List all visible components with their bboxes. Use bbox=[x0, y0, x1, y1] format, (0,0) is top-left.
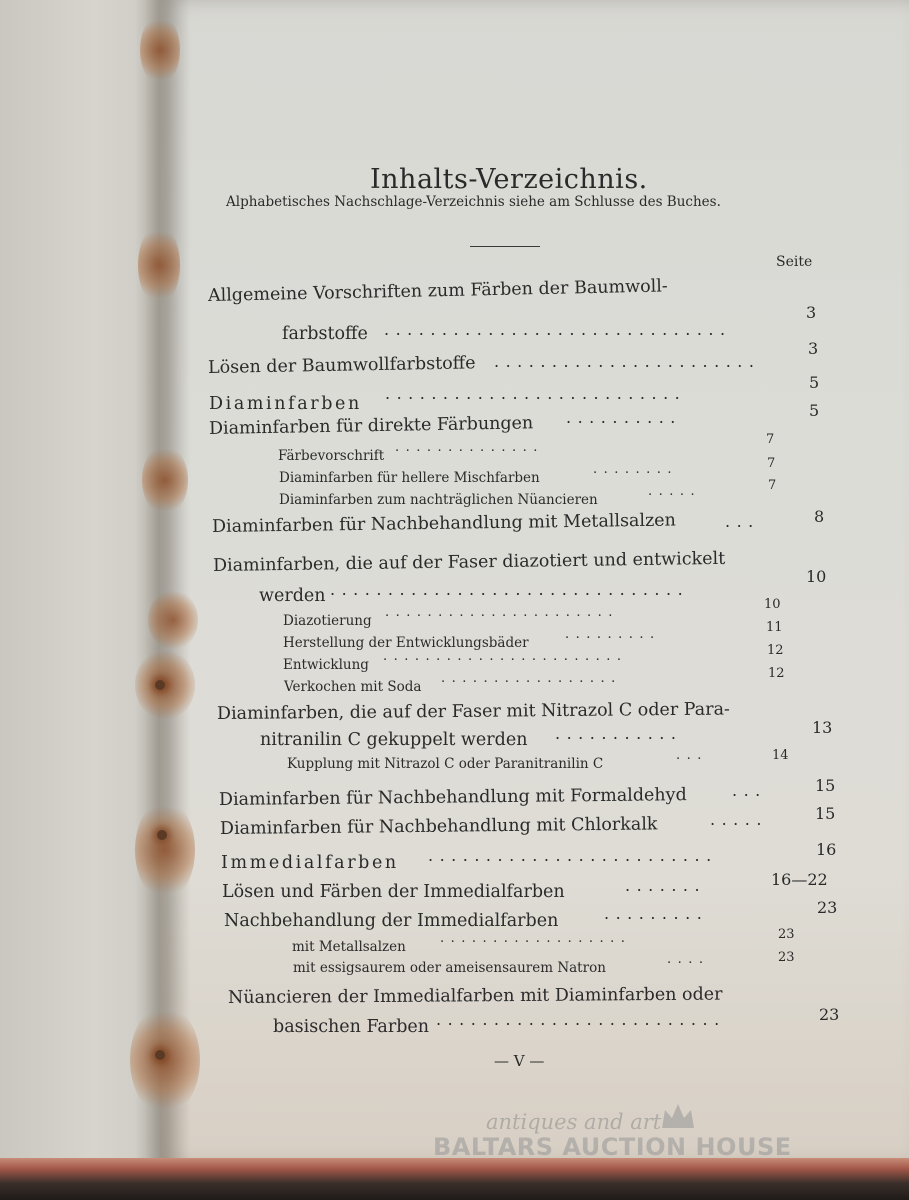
toc-subentry: Diaminfarben zum nachträglichen Nüancieren bbox=[279, 492, 598, 508]
page-number: 5 bbox=[809, 401, 820, 420]
leader-dots: ... bbox=[676, 748, 708, 763]
rust-stain bbox=[142, 445, 188, 515]
toc-entry: Lösen der Baumwollfarbstoffe bbox=[207, 353, 476, 378]
toc-subentry: Kupplung mit Nitrazol C oder Paranitranilin C bbox=[287, 756, 604, 772]
page-subtitle: Alphabetisches Nachschlage-Verzeichnis siehe am Schlusse des Buches. bbox=[226, 194, 721, 210]
watermark-brand: BALTARS AUCTION HOUSE bbox=[433, 1133, 792, 1161]
page-number: 3 bbox=[806, 303, 817, 322]
toc-entry-continuation: farbstoffe bbox=[282, 324, 368, 344]
page-number: 12 bbox=[768, 666, 785, 681]
stitch-hole bbox=[157, 830, 167, 840]
page-number: 7 bbox=[767, 456, 776, 471]
leader-dots: ........... bbox=[555, 724, 683, 743]
rust-stain bbox=[138, 225, 180, 305]
page-number: 23 bbox=[778, 927, 795, 942]
stitch-hole bbox=[155, 1050, 165, 1060]
leader-dots: ... bbox=[725, 512, 760, 531]
leader-dots: ...................... bbox=[385, 605, 619, 620]
page-number: 7 bbox=[766, 432, 775, 447]
page-number: 11 bbox=[766, 620, 783, 635]
toc-entry: Diaminfarben für Nachbehandlung mit Metallsalzen bbox=[211, 510, 677, 537]
leader-dots: .............................. bbox=[384, 320, 732, 339]
leader-dots: .............. bbox=[395, 440, 544, 455]
watermark-tagline: antiques and art bbox=[486, 1110, 662, 1134]
page-number: 10 bbox=[764, 597, 781, 612]
leader-dots: .......... bbox=[566, 408, 682, 427]
page-number: 23 bbox=[778, 950, 795, 965]
toc-entry: Diaminfarben, die auf der Faser diazotiert und entwickelt bbox=[212, 548, 726, 576]
toc-entry-continuation: basischen Farben bbox=[273, 1017, 430, 1037]
toc-subentry: Färbevorschrift bbox=[278, 448, 385, 464]
toc-subentry: Verkochen mit Soda bbox=[284, 679, 422, 695]
page-number: 16—22 bbox=[771, 870, 828, 889]
leader-dots: ......................... bbox=[436, 1010, 726, 1029]
page-number: 23 bbox=[819, 1005, 840, 1024]
leader-dots: ....................... bbox=[494, 352, 761, 371]
toc-entry: Nüancieren der Immedialfarben mit Diaminfarben oder bbox=[227, 984, 723, 1008]
leader-dots: ... bbox=[732, 781, 767, 800]
stitch-hole bbox=[155, 680, 165, 690]
toc-entry: Diaminfarben, die auf der Faser mit Nitrazol C oder Para- bbox=[216, 699, 730, 724]
rust-stain bbox=[130, 1005, 200, 1115]
page-number: 10 bbox=[806, 567, 827, 586]
rust-stain bbox=[140, 15, 180, 85]
toc-entry: Immedialfarben bbox=[221, 853, 399, 873]
page-number: 7 bbox=[768, 478, 777, 493]
toc-entry: Diaminfarben für Nachbehandlung mit Chlorkalk bbox=[219, 814, 658, 839]
toc-subentry: Diaminfarben für hellere Mischfarben bbox=[279, 470, 540, 486]
page-number: 23 bbox=[817, 898, 838, 917]
page-number: 15 bbox=[815, 776, 836, 795]
leader-dots: .... bbox=[667, 952, 710, 967]
toc-subentry: Diazotierung bbox=[283, 613, 372, 629]
rust-stain bbox=[135, 800, 195, 900]
leader-dots: .................. bbox=[440, 931, 632, 946]
leader-dots: ....................... bbox=[383, 649, 628, 664]
leader-dots: ........ bbox=[593, 462, 679, 477]
page-number: 12 bbox=[767, 643, 784, 658]
toc-entry: Lösen und Färben der Immedialfarben bbox=[222, 882, 565, 902]
book-gutter bbox=[135, 0, 190, 1168]
page-number: 5 bbox=[809, 373, 820, 392]
toc-entry: Allgemeine Vorschriften zum Färben der Baumwoll- bbox=[207, 276, 668, 306]
leader-dots: ..... bbox=[710, 810, 768, 829]
toc-subentry: Entwicklung bbox=[283, 657, 369, 673]
page-title: Inhalts-Verzeichnis. bbox=[370, 164, 648, 195]
book-bottom-edge bbox=[0, 1158, 909, 1200]
rust-stain bbox=[148, 590, 198, 650]
toc-entry: Diaminfarben für direkte Färbungen bbox=[208, 413, 534, 439]
toc-entry: Nachbehandlung der Immedialfarben bbox=[224, 911, 559, 931]
leader-dots: ....... bbox=[625, 876, 707, 895]
toc-subentry: mit essigsaurem oder ameisensaurem Natron bbox=[293, 960, 606, 976]
toc-entry: Diaminfarben für Nachbehandlung mit Formaldehyd bbox=[218, 785, 687, 810]
toc-subentry: mit Metallsalzen bbox=[292, 939, 406, 955]
toc-entry-continuation: nitranilin C gekuppelt werden bbox=[260, 730, 528, 750]
page-folio: — V — bbox=[494, 1052, 545, 1070]
leader-dots: ......................... bbox=[428, 846, 718, 865]
page-number: 13 bbox=[812, 718, 833, 737]
leader-dots: ..... bbox=[648, 484, 702, 499]
leader-dots: ................. bbox=[441, 671, 622, 686]
toc-entry: Diaminfarben bbox=[209, 394, 362, 414]
column-header: Seite bbox=[776, 254, 813, 270]
leader-dots: ......... bbox=[604, 904, 709, 923]
title-rule bbox=[470, 246, 540, 247]
leader-dots: ............................... bbox=[330, 580, 690, 599]
page-number: 15 bbox=[815, 804, 836, 823]
crown-icon bbox=[660, 1100, 696, 1132]
toc-entry-continuation: werden bbox=[259, 586, 326, 606]
page-number: 8 bbox=[814, 507, 825, 526]
rust-stain bbox=[135, 650, 195, 720]
leader-dots: ......... bbox=[565, 627, 661, 642]
page-number: 3 bbox=[808, 339, 819, 358]
leader-dots: .......................... bbox=[385, 384, 687, 403]
page-number: 14 bbox=[772, 748, 789, 763]
page-number: 16 bbox=[816, 840, 837, 859]
toc-subentry: Herstellung der Entwicklungsbäder bbox=[283, 635, 529, 651]
